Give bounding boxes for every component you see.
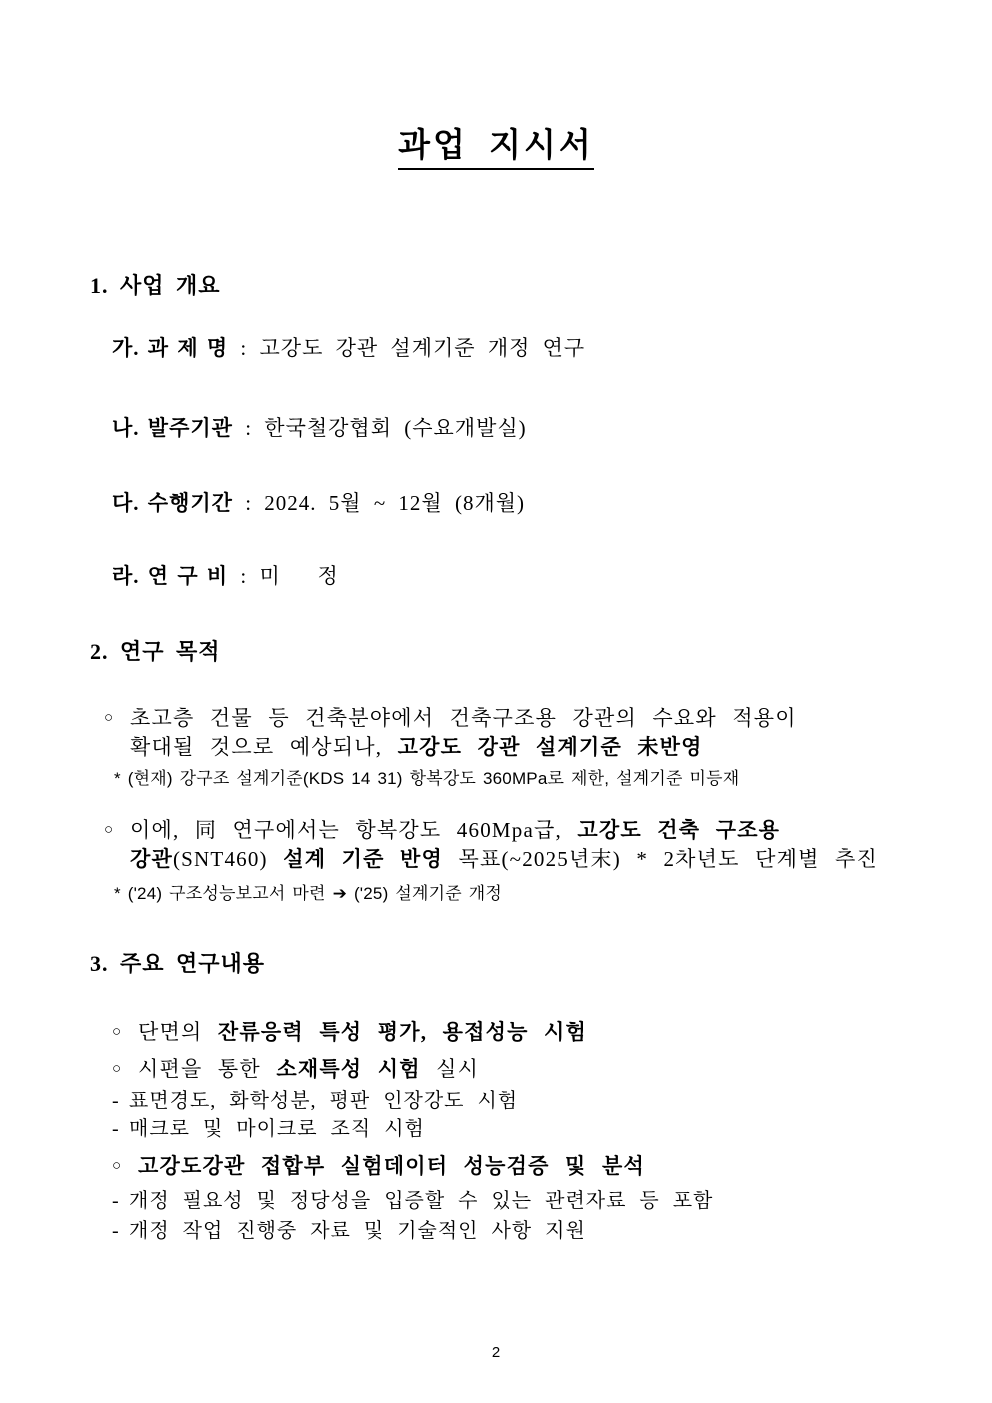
circle-bullet-icon: ○: [112, 1061, 122, 1077]
subitem-text: 개정 필요성 및 정당성을 입증할 수 있는 관련자료 등 포함: [129, 1190, 714, 1212]
section3-bullet-1: [112, 1018, 587, 1047]
section-1-heading: 1. 사업 개요: [90, 273, 221, 298]
bullet-text: 시편을 통한: [138, 1057, 277, 1081]
document-title-text: 과업 지시서: [398, 128, 594, 170]
item-separator: :: [232, 491, 265, 515]
bullet-text-bold: 강관: [130, 847, 173, 871]
section3-bullet-2-text: [138, 1055, 479, 1084]
bullet-text-bold: 잔류응력 특성 평가, 용접성능 시험: [217, 1020, 587, 1044]
bullet-text-bold: 고강도 강관 설계기준 未반영: [397, 735, 703, 759]
bullet-line: [130, 733, 797, 762]
bullet-text-bold: 고강도강관 접합부 실험데이터 성능검증 및 분석: [138, 1154, 645, 1178]
circle-bullet-icon: ○: [112, 1158, 122, 1174]
bullet-line: [130, 816, 878, 845]
section3-subitem-3: [112, 1188, 713, 1214]
item-project-name-value: 고강도 강관 설계기준 개정 연구: [259, 336, 586, 360]
section2-bullet-2-text: [130, 816, 878, 874]
bullet-text: 실시: [420, 1057, 480, 1081]
section3-bullet-3: [112, 1152, 645, 1181]
page-number: 2: [491, 1344, 501, 1361]
item-separator: :: [232, 416, 265, 440]
bullet-text-bold: 소재특성 시험: [276, 1057, 421, 1081]
item-project-name-label: 가. 과 제 명: [112, 336, 229, 360]
section3-subitem-4: [112, 1218, 586, 1244]
item-budget-value: 미 정: [259, 564, 339, 588]
subitem-text: 개정 작업 진행중 자료 및 기술적인 사항 지원: [129, 1220, 586, 1242]
item-duration-value: 2024. 5월 ~ 12월 (8개월): [264, 491, 526, 515]
bullet-text: 확대될 것으로 예상되나,: [130, 735, 398, 759]
bullet-text: 이에, 同 연구에서는 항복강도 460Mpa급,: [130, 818, 578, 842]
circle-bullet-icon: ○: [112, 1024, 122, 1040]
section2-bullet-1-text: [130, 704, 797, 762]
section2-footnote-2: * ('24) 구조성능보고서 마련 ➔ ('25) 설계기준 개정: [114, 884, 503, 903]
section2-bullet-1: [104, 704, 797, 762]
dash-bullet-icon: -: [112, 1190, 119, 1212]
section-2-heading: 2. 연구 목적: [90, 639, 221, 664]
item-separator: :: [228, 564, 260, 588]
item-ordering-agency: [112, 415, 527, 442]
document-title: [0, 124, 992, 168]
item-budget: [112, 563, 339, 590]
circle-bullet-icon: ○: [104, 710, 114, 726]
item-project-name: [112, 335, 585, 362]
item-separator: :: [228, 336, 260, 360]
bullet-text: (SNT460): [172, 847, 284, 871]
bullet-line: [130, 845, 878, 874]
item-budget-label: 라. 연 구 비: [112, 564, 229, 588]
item-ordering-agency-value: 한국철강협회 (수요개발실): [264, 416, 527, 440]
section3-bullet-1-text: [138, 1018, 587, 1047]
subitem-text: 매크로 및 마이크로 조직 시험: [129, 1118, 425, 1140]
dash-bullet-icon: -: [112, 1118, 119, 1140]
item-duration-label: 다. 수행기간: [112, 491, 233, 515]
bullet-text-bold: 고강도 건축 구조용: [577, 818, 781, 842]
section3-bullet-3-text: [138, 1152, 645, 1181]
bullet-text: 목표(~2025년末) * 2차년도 단계별 추진: [443, 847, 878, 871]
bullet-text: 단면의: [138, 1020, 218, 1044]
item-ordering-agency-label: 나. 발주기관: [112, 416, 233, 440]
section3-subitem-2: [112, 1116, 425, 1142]
item-duration: [112, 490, 525, 517]
section-3-heading: 3. 주요 연구내용: [90, 951, 266, 976]
dash-bullet-icon: -: [112, 1220, 119, 1242]
dash-bullet-icon: -: [112, 1090, 119, 1112]
bullet-text-bold: 설계 기준 반영: [283, 847, 444, 871]
circle-bullet-icon: ○: [104, 822, 114, 838]
section3-subitem-1: [112, 1088, 518, 1114]
section2-bullet-2: [104, 816, 878, 874]
bullet-line: [130, 704, 797, 733]
subitem-text: 표면경도, 화학성분, 평판 인장강도 시험: [129, 1090, 519, 1112]
section2-footnote-1: * (현재) 강구조 설계기준(KDS 14 31) 항복강도 360MPa로 제한, 설계기준 미등재: [114, 769, 740, 788]
bullet-text: 초고층 건물 등 건축분야에서 건축구조용 강관의 수요와 적용이: [130, 706, 797, 730]
section3-bullet-2: [112, 1055, 479, 1084]
